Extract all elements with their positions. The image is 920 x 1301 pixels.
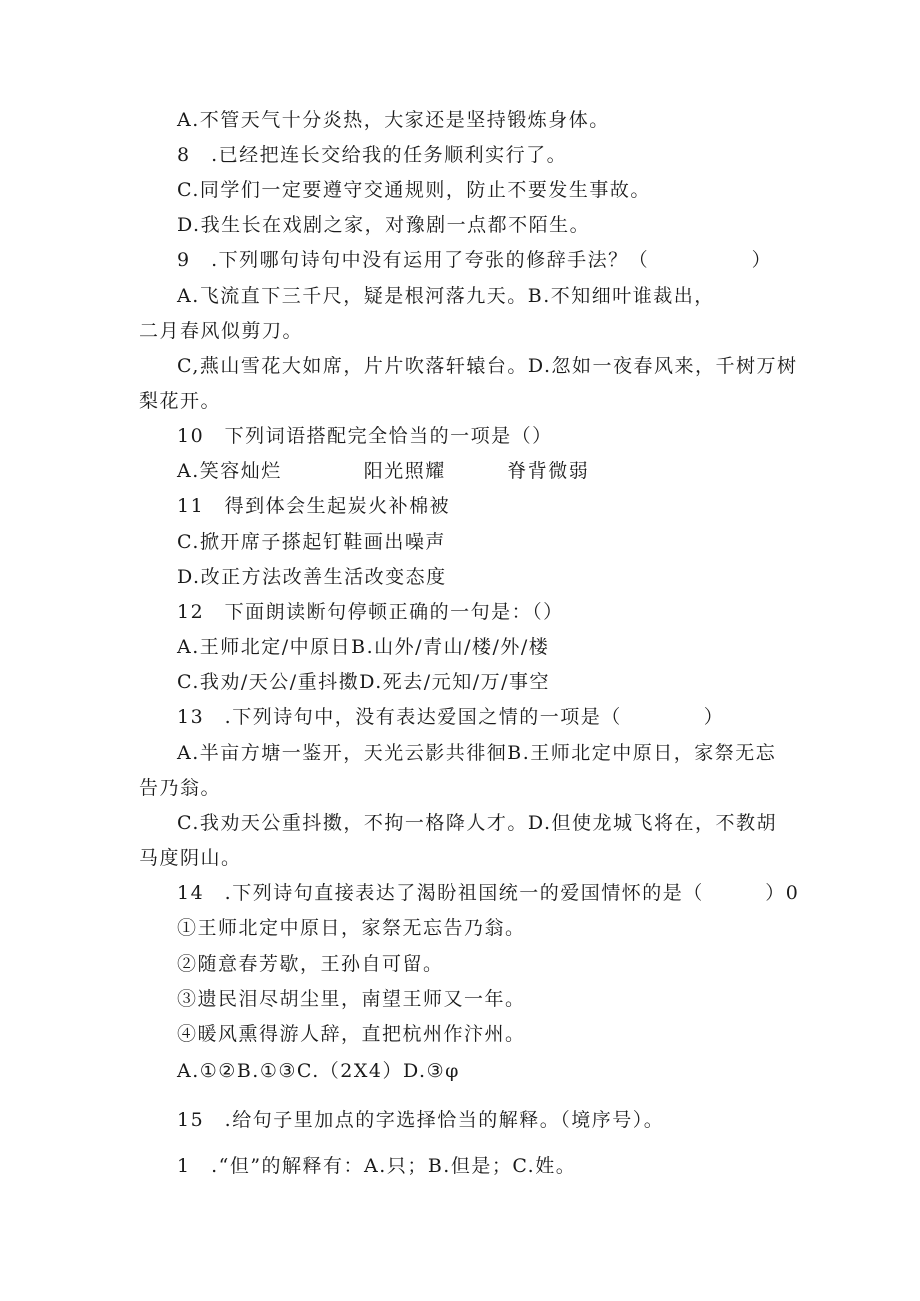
option-cd-q13: C.我劝天公重抖擞，不拘一格降人才。D.但使龙城飞将在，不教胡 (177, 812, 777, 834)
question-12: 12 下面朗读断句停顿正确的一句是：（） (177, 601, 564, 623)
option-ab-q9: A.飞流直下三千尺，疑是根河落九天。B.不知细叶谁裁出， (177, 285, 715, 307)
option-a-q7: A.不管天气十分炎热，大家还是坚持锻炼身体。 (177, 109, 610, 131)
sub-question-1-q15: 1 .“但”的解释有：A.只；B.但是；C.姓。 (177, 1155, 577, 1177)
question-14: 14 .下列诗句直接表达了渴盼祖国统一的爱国情怀的是（ ）0 (177, 882, 800, 904)
item-3-q14: ③遗民泪尽胡尘里，南望王师又一年。 (177, 988, 526, 1010)
option-ab-q13: A.半亩方塘一鉴开，天光云影共徘徊B.王师北定中原日，家祭无忘 (177, 742, 777, 764)
option-d-q8: D.我生长在戏剧之家，对豫剧一点都不陌生。 (177, 214, 591, 236)
options-q14: A.①②B.①③C.（2X4）D.③φ (177, 1060, 460, 1082)
question-11: 11 得到体会生起炭火补棉被 (177, 495, 451, 517)
option-cd-q9-cont: 梨花开。 (139, 390, 222, 412)
option-a-q10: A.笑容灿烂 阳光照耀 脊背微弱 (177, 460, 590, 482)
option-d-q11: D.改正方法改善生活改变态度 (177, 566, 447, 588)
item-4-q14: ④暖风熏得游人辞，直把杭州作汴州。 (177, 1023, 526, 1045)
item-2-q14: ②随意春芳歇，王孙自可留。 (177, 953, 444, 975)
option-ab-q13-cont: 告乃翁。 (139, 777, 222, 799)
option-cd-q9: C,燕山雪花大如席，片片吹落轩辕台。D.忽如一夜春风来，千树万树 (177, 355, 798, 377)
item-1-q14: ①王师北定中原日，家祭无忘告乃翁。 (177, 917, 526, 939)
option-c-q8: C.同学们一定要遵守交通规则，防止不要发生事故。 (177, 179, 651, 201)
question-13: 13 .下列诗句中，没有表达爱国之情的一项是（ ） (177, 706, 725, 728)
question-10: 10 下列词语搭配完全恰当的一项是（） (177, 425, 553, 447)
option-cd-q13-cont: 马度阴山。 (139, 847, 242, 869)
question-9: 9 .下列哪句诗句中没有运用了夸张的修辞手法？（ ） (177, 249, 773, 271)
option-ab-q12: A.王师北定/中原日B.山外/青山/楼/外/楼 (177, 636, 550, 658)
option-cd-q12: C.我劝/天公/重抖擞D.死去/元知/万/事空 (177, 671, 551, 693)
option-c-q11: C.掀开席子搽起钉鞋画出噪声 (177, 531, 446, 553)
option-ab-q9-cont: 二月春风似剪刀。 (139, 320, 304, 342)
question-8: 8 .已经把连长交给我的任务顺利实行了。 (177, 144, 568, 166)
question-15: 15 .给句子里加点的字选择恰当的解释。（境序号）。 (177, 1109, 665, 1131)
